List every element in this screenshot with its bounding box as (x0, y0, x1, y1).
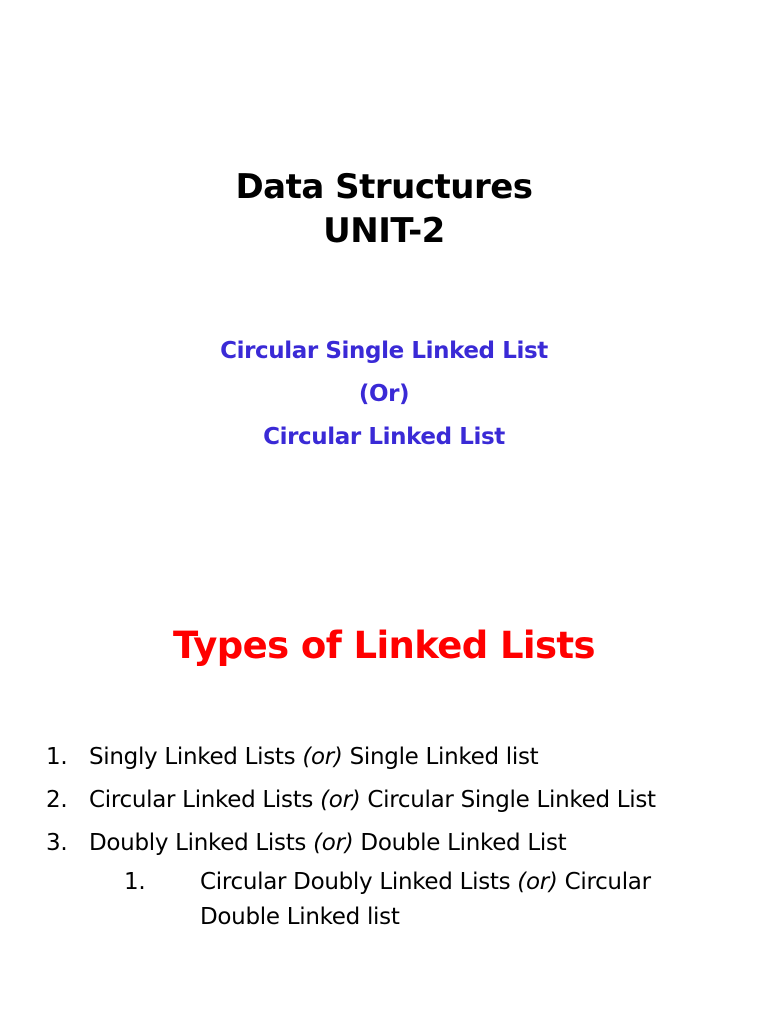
list-item-number: 2. (46, 787, 68, 813)
list-item (0, 736, 768, 779)
list-item-text (89, 779, 656, 822)
subtitle-line-2: (Or) (358, 381, 410, 407)
list-item-or: (or) (320, 787, 361, 813)
list-item-main: Singly Linked Lists (89, 744, 303, 770)
list-item-alt: Circular Single Linked List (360, 787, 656, 813)
list-item (0, 822, 768, 865)
list-item-text (89, 736, 538, 779)
linked-list-types-list (0, 736, 768, 940)
sub-list-item-main: Circular Doubly Linked Lists (200, 869, 518, 895)
sub-list-item-or: (or) (517, 869, 558, 895)
list-item-alt: Single Linked list (342, 744, 539, 770)
subtitle-line-3: Circular Linked List (263, 424, 505, 450)
page-title-line-2: UNIT-2 (323, 211, 445, 251)
section-heading-block (0, 620, 768, 672)
list-item-main: Circular Linked Lists (89, 787, 321, 813)
list-item-text (89, 822, 566, 865)
subtitle-block (0, 330, 768, 459)
list-item-number: 3. (46, 830, 68, 856)
subtitle-line-1: Circular Single Linked List (220, 338, 548, 364)
list-item-main: Doubly Linked Lists (89, 830, 314, 856)
sub-list-item (0, 865, 768, 940)
list-item-or: (or) (313, 830, 354, 856)
sub-list-item-alt: Circular Double Linked list (200, 869, 651, 930)
list-item-alt: Double Linked List (353, 830, 567, 856)
section-heading: Types of Linked Lists (173, 624, 595, 667)
title-block (0, 165, 768, 253)
page-title-line-1: Data Structures (235, 167, 533, 207)
list-item-or: (or) (302, 744, 343, 770)
sub-list-item-number: 1. (124, 869, 146, 895)
sub-list-item-text (200, 865, 700, 935)
list-item (0, 779, 768, 822)
list-item-number: 1. (46, 744, 68, 770)
